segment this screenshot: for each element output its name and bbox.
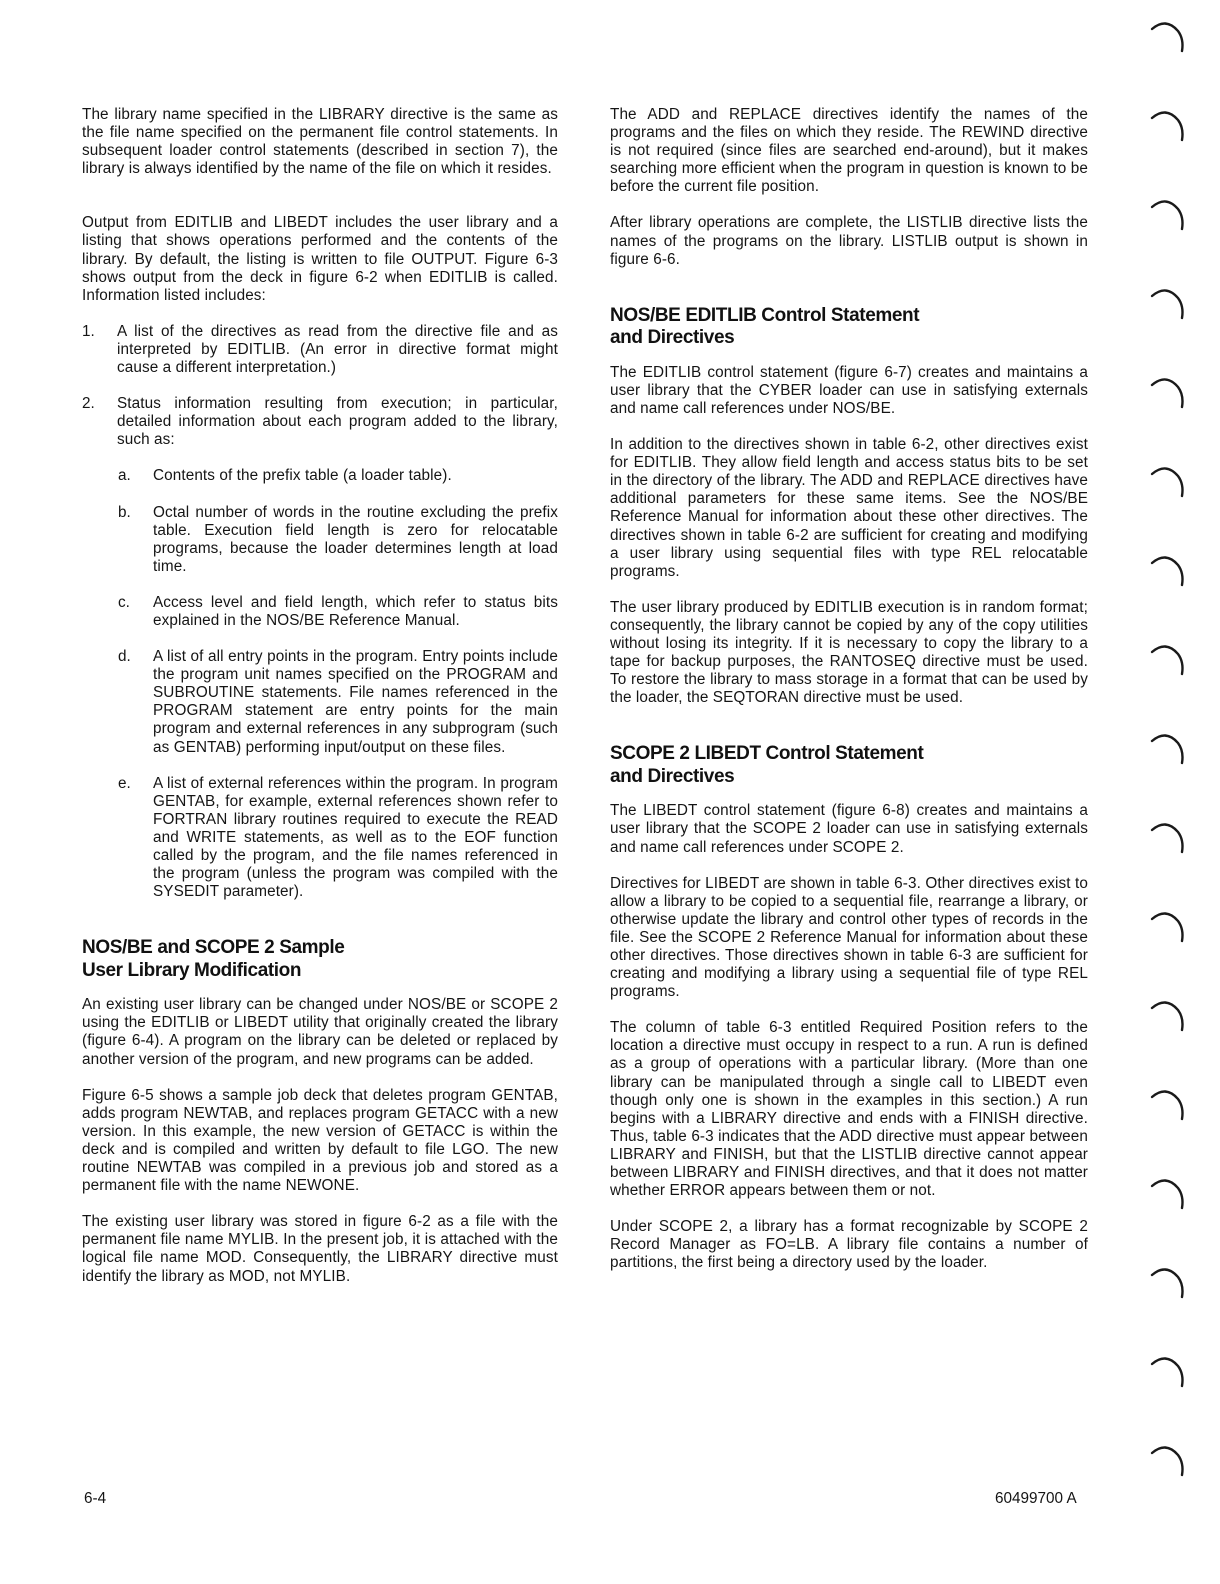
list-marker: d. [118,648,131,666]
binder-hole-icon [1152,1358,1183,1386]
paragraph: The EDITLIB control statement (figure 6-7) creates and maintains a user library that the CYBER loader can use in satisfying externals and name call references under NOS/BE. [610,363,1088,417]
list-item-text: A list of the directives as read from the directive file and as interpreted by EDITLIB. (An error in directive format might cause a different interpretation.) [117,322,558,377]
binder-hole-icon [1152,23,1183,51]
paragraph: An existing user library can be changed under NOS/BE or SCOPE 2 using the EDITLIB or LIBEDT utility that originally created the library (figure 6-4). A program on the library can be deleted or replaced by another version of the program, and new programs can be added. [82,996,558,1068]
list-marker: 1. [82,322,95,340]
section-heading [610,305,1088,350]
list-marker: 2. [82,395,95,413]
list-item [118,775,558,902]
paragraph: After library operations are complete, the LISTLIB directive lists the names of the programs on the library. LISTLIB output is shown in figure 6-6. [610,214,1088,268]
paragraph: The existing user library was stored in figure 6-2 as a file with the permanent file name MYLIB. In the present job, it is attached with the logical file name MOD. Consequently, the LIBRARY directive must identify the library as MOD, not MYLIB. [82,1213,558,1285]
heading-line: NOS/BE EDITLIB Control Statement [610,304,920,326]
binder-hole-icon [1152,1269,1183,1297]
heading-line: NOS/BE and SCOPE 2 Sample [82,937,345,959]
paragraph: Figure 6-5 shows a sample job deck that deletes program GENTAB, adds program NEWTAB, and replaces program GETACC with a new version. In this example, the new version of GETACC is within the deck and is compiled and written by default to file LGO. The new routine NEWTAB was compiled in a previous job and stored as a permanent file with the name NEWONE. [82,1086,558,1195]
heading-line: User Library Modification [82,959,302,981]
binder-hole-icon [1152,1091,1183,1119]
paragraph: In addition to the directives shown in table 6-2, other directives exist for EDITLIB. They allow field length and access status bits to be set in the directory of the library. The ADD and REPLACE directives have additional parameters for these same items. See the NOS/BE Reference Manual for information about these other directives. The directives shown in table 6-2 are sufficient for creating and modifying a user library using sequential files with type REL relocatable programs. [610,436,1088,580]
binder-hole-icon [1152,913,1183,941]
binder-hole-icon [1152,824,1183,852]
paragraph: The library name specified in the LIBRARY directive is the same as the file name specified on the permanent file control statements. In subsequent loader control statements (described in section 7), the library is always identified by the name of the file on which it resides. [82,106,558,178]
paragraph: The user library produced by EDITLIB execution is in random format; consequently, the library cannot be copied by any of the copy utilities without losing its integrity. If it is necessary to copy the library to a tape for backup purposes, the RANTOSEQ directive must be used. To restore the library to mass storage in a format that can be used by the loader, the SEQTORAN directive must be used. [610,598,1088,707]
left-column [82,106,558,1304]
binder-hole-icon [1152,557,1183,585]
paragraph: Directives for LIBEDT are shown in table 6-3. Other directives exist to allow a library to be copied to a sequential file, rearrange a library, or otherwise update the library and control other types of records in the file. See the SCOPE 2 Reference Manual for information about these other directives. Those directives shown in table 6-3 are sufficient for creating and modifying a library using a sequential file of type REL programs. [610,874,1088,1001]
document-number: 60499700 A [995,1490,1077,1507]
list-item [118,648,558,757]
list-item [118,467,558,485]
numbered-list [82,323,558,450]
paragraph: The column of table 6-3 entitled Required Position refers to the location a directive must occupy in respect to a run. A run is defined as a group of operations with a particular library. (More than one library can be manipulated through a single call to LIBEDT even though only one is shown in the examples in this section.) A run begins with a LIBRARY directive and ends with a FINISH directive. Thus, table 6-3 indicates that the ADD directive must appear between LIBRARY and FINISH, but that the LISTLIB directive cannot appear between LIBRARY and FINISH directives, and that it does not matter whether ERROR appears between them or not. [610,1019,1088,1200]
list-item-text: Octal number of words in the routine excluding the prefix table. Execution field length is zero for relocatable programs, because the loader determines length at load time. [153,503,558,575]
list-item-text: A list of all entry points in the program. Entry points include the program unit names specified on the PROGRAM and SUBROUTINE statements. File names referenced in the PROGRAM statement are entry points for the main program and external references in any subprogram (such as GENTAB) performing input/output on these files. [153,648,558,756]
binder-hole-icon [1152,1002,1183,1030]
binder-hole-icon [1152,201,1183,229]
right-column [610,106,1088,1291]
list-item [118,594,558,630]
lettered-list [82,467,558,901]
list-marker: a. [118,467,131,485]
list-item [82,323,558,377]
heading-line: and Directives [610,765,735,787]
section-heading [82,937,558,982]
list-item-text: A list of external references within the program. In program GENTAB, for example, external references shown refer to FORTRAN library routines required to execute the READ and WRITE statements, as well as to the EOF function called by the program, and the file names referenced in the program (unless the program was compiled with the SYSEDIT parameter). [153,774,558,901]
list-marker: e. [118,774,131,792]
binder-hole-icon [1152,1180,1183,1208]
list-item-text: Contents of the prefix table (a loader table). [153,467,452,485]
paragraph: The LIBEDT control statement (figure 6-8) creates and maintains a user library that the SCOPE 2 loader can use in satisfying externals and name call references under SCOPE 2. [610,802,1088,856]
paragraph: Output from EDITLIB and LIBEDT includes the user library and a listing that shows operations performed and the contents of the library. By default, the listing is written to file OUTPUT. Figure 6-3 shows output from the deck in figure 6-2 when EDITLIB is called. Information listed includes: [82,214,558,304]
page-number: 6-4 [84,1490,107,1507]
heading-line: SCOPE 2 LIBEDT Control Statement [610,743,924,765]
list-item [118,504,558,576]
section-heading [610,743,1088,788]
binder-hole-icon [1152,1447,1183,1475]
list-item [82,395,558,449]
binder-hole-icon [1152,735,1183,763]
paragraph: Under SCOPE 2, a library has a format recognizable by SCOPE 2 Record Manager as FO=LB. A library file contains a number of partitions, the first being a directory used by the loader. [610,1218,1088,1272]
list-marker: c. [118,593,130,611]
list-item-text: Access level and field length, which refer to status bits explained in the NOS/BE Reference Manual. [153,593,558,629]
binder-holes [1148,0,1220,1584]
paragraph: The ADD and REPLACE directives identify the names of the programs and the files on which they reside. The REWIND directive is not required (since files are searched end-around), but it makes searching more efficient when the program in question is known to be before the current file position. [610,106,1088,196]
binder-hole-icon [1152,646,1183,674]
binder-hole-icon [1152,468,1183,496]
list-item-text: Status information resulting from execution; in particular, detailed information about each program added to the library, such as: [117,395,558,449]
binder-hole-icon [1152,112,1183,140]
binder-hole-icon [1152,379,1183,407]
list-marker: b. [118,503,131,521]
heading-line: and Directives [610,327,735,349]
binder-hole-icon [1152,290,1183,318]
